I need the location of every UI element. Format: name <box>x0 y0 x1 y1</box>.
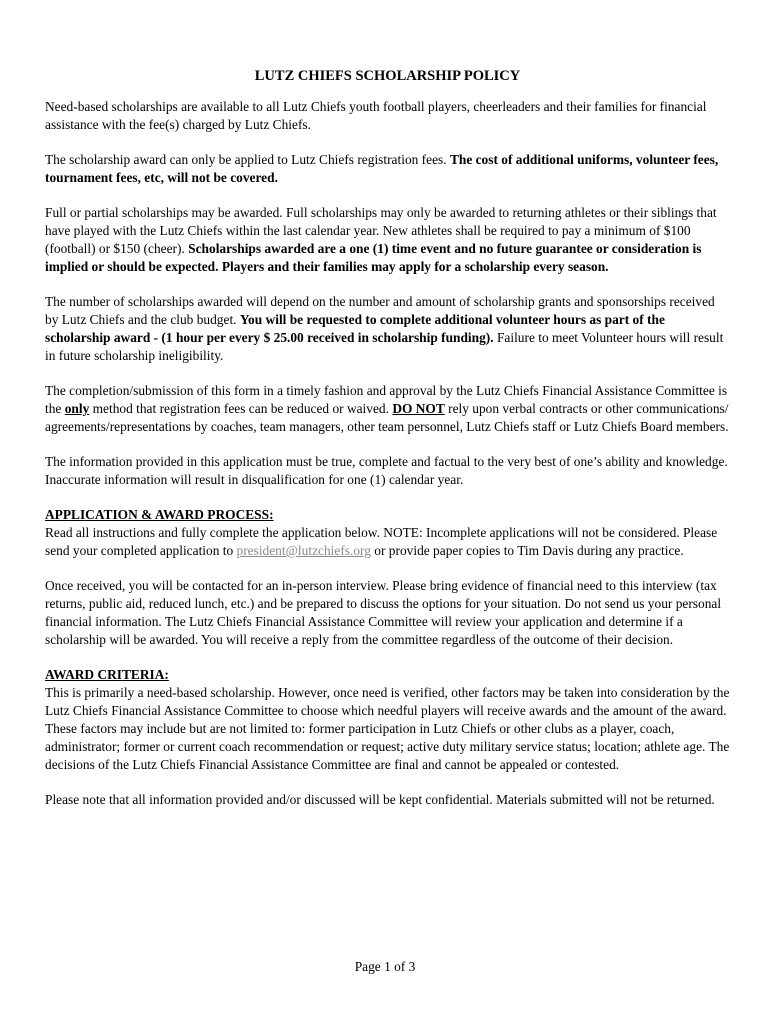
paragraph-fees <box>45 151 730 187</box>
paragraph-eligibility: Need-based scholarships are available to all Lutz Chiefs youth football players, cheerleaders and their families for financial assistance with the fee(s) charged by Lutz Chiefs. <box>45 99 707 132</box>
volunteer-text: The number of scholarships awarded will depend on the number and amount of scholarship grants and sponsorships received by Lutz Chiefs and the club budget. <box>45 294 715 327</box>
paragraph-confidential: Please note that all information provided and/or discussed will be kept confidential. Materials submitted will not be returned. <box>45 792 715 807</box>
volunteer-bold-text: You will be requested to complete additional volunteer hours as part of the scholarship award - (1 hour per every $ 25.00 received in scholarship funding). <box>45 312 665 345</box>
partial-text: Full or partial scholarships may be awarded. Full scholarships may only be awarded to returning athletes or their siblings that have played with the Lutz Chiefs within the last calendar year. New athletes shall be required to pay a minimum of $100 (football) or $150 (cheer). <box>45 205 717 256</box>
fees-bold-text: The cost of additional uniforms, volunteer fees, tournament fees, etc, will not be covered. <box>45 152 719 185</box>
page-number: Page 1 of 3 <box>354 959 416 974</box>
partial-bold-text: Scholarships awarded are a one (1) time event and no future guarantee or consideration is implied or should be expected. Players and their families may apply for a scholarship every season. <box>45 241 702 274</box>
paragraph-accuracy: The information provided in this application must be true, complete and factual to the very best of one’s ability and knowledge. Inaccurate information will result in disqualification for one (1) calendar year. <box>45 454 728 487</box>
approval-only-emphasis: only <box>64 401 90 416</box>
approval-text-c: rely upon verbal contracts or other communications/ agreements/representations by coaches, team managers, other team personnel, Lutz Chiefs staff or Lutz Chiefs Board members. <box>45 401 729 434</box>
paragraph-approval <box>45 382 730 436</box>
document-title: LUTZ CHIEFS SCHOLARSHIP POLICY <box>254 68 521 84</box>
email-link[interactable]: president@lutzchiefs.org <box>236 543 371 558</box>
paragraph-partial-scholarships <box>45 204 730 276</box>
application-text-b: or provide paper copies to Tim Davis during any practice. <box>370 543 684 558</box>
application-heading: APPLICATION & AWARD PROCESS: <box>45 507 274 522</box>
document-page <box>45 66 730 826</box>
fees-text: The scholarship award can only be applied to Lutz Chiefs registration fees. <box>45 152 450 167</box>
paragraph-interview: Once received, you will be contacted for an in-person interview. Please bring evidence of financial need to this interview (tax returns, public aid, reduced lunch, etc.) and be prepared to discuss the options for your situation. Do not send us your personal financial information. The Lutz Chiefs Financial Assistance Committee will review your application and determine if a scholarship will be awarded. You will receive a reply from the committee regardless of the outcome of their decision. <box>45 578 722 647</box>
application-text-a: Read all instructions and fully complete the application below. NOTE: Incomplete applications will not be considered. Please send your completed application to <box>45 525 718 558</box>
approval-text-b: method that registration fees can be reduced or waived. <box>89 401 393 416</box>
criteria-heading: AWARD CRITERIA: <box>45 667 169 682</box>
section-application-process <box>45 506 730 560</box>
paragraph-volunteer-hours <box>45 293 730 365</box>
section-award-criteria <box>45 666 730 774</box>
volunteer-tail-text: Failure to meet Volunteer hours will result in future scholarship ineligibility. <box>45 330 724 363</box>
approval-text-a: The completion/submission of this form in a timely fashion and approval by the Lutz Chiefs Financial Assistance Committee is the <box>45 383 728 416</box>
approval-do-not-emphasis: DO NOT <box>392 401 445 416</box>
criteria-text: This is primarily a need-based scholarship. However, once need is verified, other factors may be taken into consideration by the Lutz Chiefs Financial Assistance Committee to choose which needful players will receive awards and the amount of the award. These factors may include but are not limited to: former participation in Lutz Chiefs or other clubs as a player, coach, administrator; former or current coach recommendation or request; active duty military service status; location; athlete age. The decisions of the Lutz Chiefs Financial Assistance Committee are final and cannot be appealed or contested. <box>45 685 730 772</box>
